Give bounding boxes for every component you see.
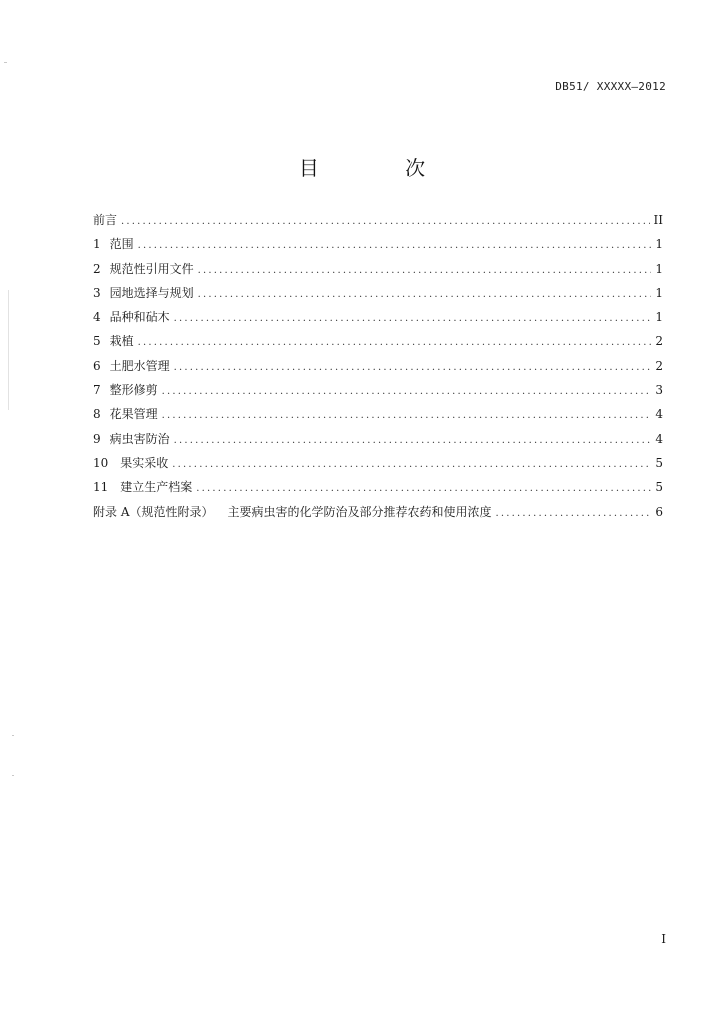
toc-entry-7[interactable] [93,378,663,402]
toc-entry-text: 范围 [109,237,134,252]
toc-entry-11[interactable] [93,475,663,499]
toc-entry-text: 土肥水管理 [109,358,170,373]
toc-entry-1[interactable] [93,232,663,256]
scan-artifact [12,775,14,776]
toc-entry-page: 4 [655,407,663,422]
toc-entry-page: 2 [655,358,663,373]
toc-entry-number: 2 [93,261,101,276]
toc-entry-8[interactable] [93,402,663,426]
toc-entry-number: 5 [93,334,101,349]
toc-entry-9[interactable] [93,427,663,451]
toc-leader-dots [174,307,651,331]
toc-entry-page: 3 [655,383,663,398]
toc-leader-dots [174,356,651,380]
toc-entry-text: 栽植 [109,334,134,349]
toc-entry-text: 病虫害防治 [109,431,170,446]
toc-entry-text: 主要病虫害的化学防治及部分推荐农药和使用浓度 [227,504,492,519]
document-code: DB51/ XXXXX—2012 [555,80,666,93]
toc-appendix-label: 附录 A（规范性附录） [93,504,214,519]
toc-entry-number: 11 [93,480,109,495]
toc-leader-dots [198,259,651,283]
toc-entry-6[interactable] [93,354,663,378]
toc-leader-dots [162,404,651,428]
toc-leader-dots [196,477,651,501]
toc-entry-number: 10 [93,455,109,470]
toc-entry-10[interactable] [93,451,663,475]
toc-leader-dots [172,453,651,477]
toc-leader-dots [496,502,652,526]
toc-entry-page: II [653,213,663,227]
toc-entry-number: 4 [93,310,101,325]
toc-entry-page: 2 [655,334,663,349]
toc-entry-text: 整形修剪 [109,383,158,398]
toc-title: 目 次 [298,156,466,180]
toc-entry-page: 6 [655,504,663,519]
toc-entry-page: 1 [655,285,663,300]
toc-entry-3[interactable] [93,281,663,305]
toc-entry-text: 园地选择与规划 [109,285,194,300]
toc-entry-text: 果实采收 [120,455,169,470]
toc-leader-dots [138,331,651,355]
toc-entry-text: 品种和砧木 [109,310,170,325]
toc-entry-page: 4 [655,431,663,446]
toc-leader-dots [198,283,651,307]
table-of-contents [93,208,663,524]
toc-entry-number: 3 [93,285,101,300]
toc-entry-number: 6 [93,358,101,373]
scan-artifact [8,290,9,410]
toc-entry-text: 建立生产档案 [120,480,193,495]
toc-leader-dots [121,210,650,234]
toc-entry-page: 5 [655,480,663,495]
scan-artifact [12,735,14,736]
scan-artifact [4,62,7,63]
toc-leader-dots [174,429,651,453]
toc-entry-number: 9 [93,431,101,446]
toc-entry-appendix-a[interactable] [93,500,663,524]
toc-entry-4[interactable] [93,305,663,329]
toc-leader-dots [138,234,651,258]
page-number: I [661,932,666,946]
toc-entry-page: 1 [655,237,663,252]
toc-entry-2[interactable] [93,257,663,281]
toc-entry-text: 花果管理 [109,407,158,422]
toc-entry-page: 1 [655,261,663,276]
toc-entry-text: 规范性引用文件 [109,261,194,276]
toc-entry-number: 1 [93,237,101,252]
toc-entry-number: 8 [93,407,101,422]
toc-entry-number: 7 [93,383,101,398]
toc-entry-page: 1 [655,310,663,325]
toc-entry-5[interactable] [93,329,663,353]
toc-leader-dots [162,380,651,404]
toc-entry-page: 5 [655,455,663,470]
toc-entry-preface[interactable] [93,208,663,232]
toc-entry-text: 前言 [93,213,118,227]
